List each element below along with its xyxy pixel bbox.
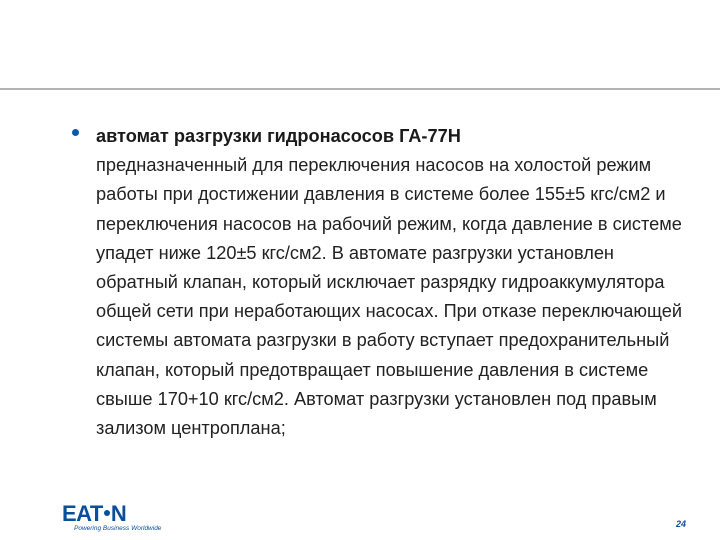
logo-tagline: Powering Business Worldwide bbox=[74, 525, 162, 532]
header-divider bbox=[0, 88, 720, 90]
page-number: 24 bbox=[676, 519, 687, 529]
logo-dot-icon bbox=[104, 510, 110, 516]
logo-wordmark-right: N bbox=[110, 501, 127, 526]
eaton-logo bbox=[62, 501, 162, 533]
logo-wordmark-left: EAT bbox=[62, 501, 103, 526]
bullet-content bbox=[96, 122, 686, 443]
logo-wordmark bbox=[62, 503, 126, 525]
bullet-body: предназначенный для переключения насосов на холостой режим работы при достижении давления в системе более 155±5 кгс/см2 и переключения насосов на рабочий режим, когда давление в системе упадет ниже 120±5 кгс/см2. В автомате разгрузки установлен обратный клапан, который исключает разрядку гидроаккумулятора общей сети при неработающих насосах. При отказе переключающей системы автомата разгрузки в работу вступает предохранительный клапан, который предотвращает повышение давления в системе свыше 170+10 кгс/см2. Автомат разгрузки установлен под правым зализом центроплана; bbox=[96, 155, 683, 439]
bullet-icon bbox=[72, 129, 79, 136]
bullet-heading: автомат разгрузки гидронасосов ГА-77Н bbox=[96, 126, 461, 146]
